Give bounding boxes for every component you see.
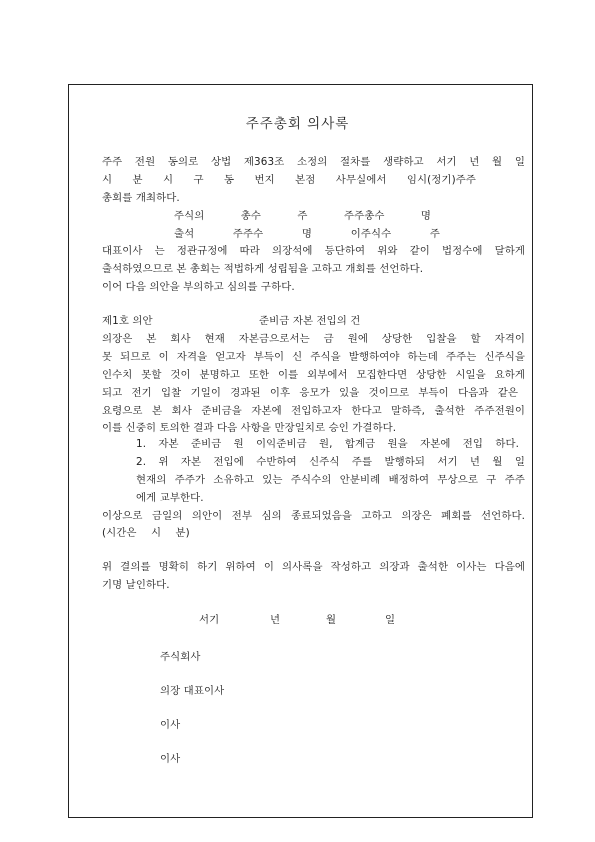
agenda-line-4: 되고 전기 입찰 기일이 경과된 이후 응모가 있을 것이므로 부득이 다음과 같은 bbox=[102, 387, 518, 399]
agenda-line-6: 이를 신중히 토의한 결과 다음 사항을 만장일치로 승인 가결하다. bbox=[102, 422, 397, 434]
agenda-item-1: 1. 자본 준비금 원 이익준비금 원, 합계금 원을 자본에 전입 하다. bbox=[136, 438, 519, 450]
agenda-line-5: 요령으로 본 회사 준비금을 자본에 전입하고자 한다고 말하즉, 출석한 주주전원이 bbox=[102, 405, 525, 417]
signature-director-1: 이사 bbox=[160, 719, 181, 731]
shares-line-2: 출석 주주수 명 이주식수 주 bbox=[174, 228, 440, 240]
signature-director-2: 이사 bbox=[160, 753, 181, 765]
date-prefix: 서기 bbox=[199, 614, 220, 626]
agenda-line-3: 인수치 못할 것이 분명하고 또한 이를 외부에서 모집한다면 상당한 시일을 요하게 bbox=[102, 369, 525, 381]
date-year: 년 bbox=[270, 614, 281, 626]
chair-line-3: 이어 다음 의안을 부의하고 심의를 구하다. bbox=[102, 281, 295, 293]
closing-line-2: (시간은 시 분) bbox=[102, 527, 190, 539]
document-title: 주주총회 의사록 bbox=[245, 116, 350, 132]
agenda-line-1: 의장은 본 회사 현재 자본금으로서는 금 원에 상당한 입찰을 할 자격이 bbox=[102, 333, 525, 345]
agenda-number: 제1호 의안 bbox=[102, 315, 153, 327]
agenda-item-2-line-1: 2. 위 자본 전입에 수반하여 신주식 주를 발행하되 서기 년 월 일 bbox=[136, 456, 525, 468]
chair-line-1: 대표이사 는 정관규정에 따라 의장석에 등단하여 위와 같이 법정수에 달하게 bbox=[102, 245, 525, 257]
agenda-item-2-line-2: 현재의 주주가 소유하고 있는 주식수의 안분비례 배정하여 무상으로 구 주주 bbox=[136, 474, 525, 486]
closing-line-1: 이상으로 금일의 의안이 전부 심의 종료되었음을 고하고 의장은 폐회를 선언하다. bbox=[102, 510, 525, 522]
signature-chair: 의장 대표이사 bbox=[160, 685, 225, 697]
date-month: 월 bbox=[326, 614, 337, 626]
agenda-title: 준비금 자본 전입의 건 bbox=[259, 315, 361, 327]
agenda-line-2: 못 되므로 이 자격을 얻고자 부득이 신 주식을 발행하여야 하는데 주주는 신주식을 bbox=[102, 351, 525, 363]
date-day: 일 bbox=[385, 614, 396, 626]
signature-company: 주식회사 bbox=[160, 651, 201, 663]
attest-line-2: 기명 날인하다. bbox=[102, 579, 170, 591]
intro-line-1: 주주 전원 동의로 상법 제363조 소정의 절차를 생략하고 서기 년 월 일 bbox=[102, 156, 525, 168]
intro-line-3: 총회를 개최하다. bbox=[102, 192, 180, 204]
intro-line-2: 시 분 시 구 동 번지 본점 사무실에서 임시(정기)주주 bbox=[102, 174, 476, 186]
attest-line-1: 위 결의를 명확히 하기 위하여 이 의사록을 작성하고 의장과 출석한 이사는 다음에 bbox=[102, 561, 525, 573]
chair-line-2: 출석하였으므로 본 총회는 적법하게 성립됨을 고하고 개회를 선언하다. bbox=[102, 263, 424, 275]
agenda-item-2-line-3: 에게 교부한다. bbox=[136, 492, 204, 504]
shares-line-1: 주식의 총수 주 주주총수 명 bbox=[174, 210, 431, 222]
